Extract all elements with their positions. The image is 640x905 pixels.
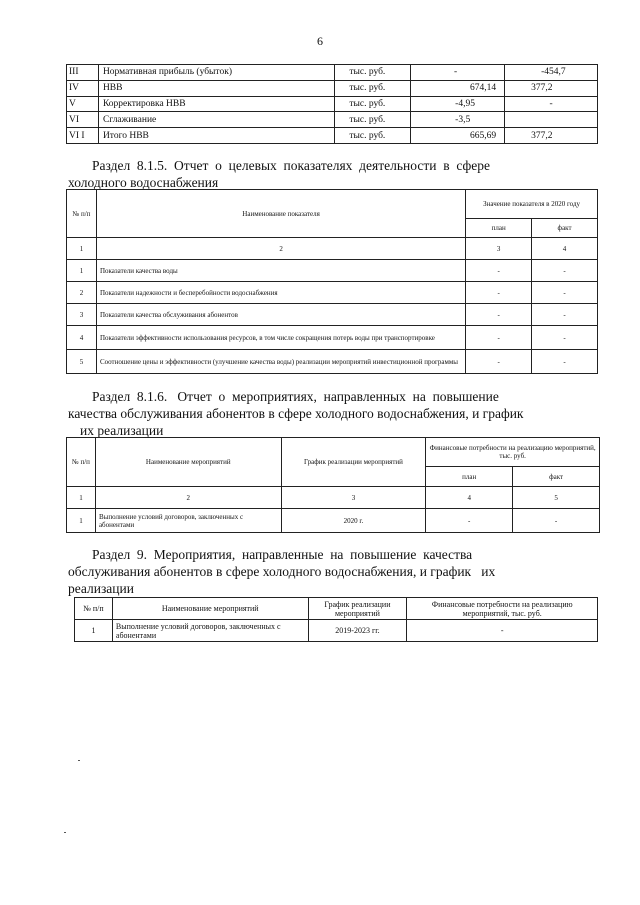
row-value-1: 674,14 [411, 80, 505, 96]
row-fact: - [532, 326, 598, 350]
col-number: 2 [95, 487, 281, 509]
row-value-2: - [505, 96, 598, 112]
header-schedule: График реализации мероприятий [308, 598, 407, 620]
section-9-heading [68, 546, 578, 597]
heading-line: обслуживания абонентов в сфере холодного водоснабжения, и график их [68, 564, 496, 579]
table-row [67, 304, 598, 326]
row-number: IV [67, 80, 99, 96]
col-number: 3 [281, 487, 426, 509]
row-name: Соотношение цены и эффективности (улучшение качества воды) реализации мероприятий инвестиционной программы [96, 350, 465, 374]
row-name: Сглаживание [98, 112, 334, 128]
row-fact: - [513, 509, 600, 533]
financial-summary-table [66, 64, 598, 144]
row-name: Итого НВВ [98, 128, 334, 144]
row-value-1: 665,69 [411, 128, 505, 144]
row-name: Выполнение условий договоров, заключенных с абонентами [112, 620, 308, 642]
row-number: III [67, 65, 99, 81]
row-unit: тыс. руб. [335, 128, 411, 144]
row-number: 2 [67, 282, 97, 304]
row-plan: - [466, 304, 532, 326]
page-number: 6 [317, 34, 323, 48]
row-number: 1 [67, 260, 97, 282]
col-number: 1 [67, 238, 97, 260]
row-value-2: -454,7 [505, 65, 598, 81]
row-number: VI I [67, 128, 99, 144]
row-name: Показатели качества воды [96, 260, 465, 282]
activities-plan-table [74, 597, 598, 642]
row-name: НВВ [98, 80, 334, 96]
row-unit: тыс. руб. [335, 80, 411, 96]
col-number: 5 [513, 487, 600, 509]
row-plan: - [466, 350, 532, 374]
row-fact: - [532, 282, 598, 304]
row-number: V [67, 96, 99, 112]
row-value-1: -4,95 [411, 96, 505, 112]
scan-speck [78, 760, 80, 761]
section-8-1-5-heading [68, 157, 578, 191]
row-name: Корректировка НВВ [98, 96, 334, 112]
header-fact: факт [513, 467, 600, 487]
row-name: Показатели эффективности использования ресурсов, в том числе сокращения потерь воды при транспортировке [96, 326, 465, 350]
header-name: Наименование мероприятий [95, 438, 281, 487]
heading-line: холодного водоснабжения [68, 175, 219, 190]
col-number: 3 [466, 238, 532, 260]
header-num: № п/п [67, 438, 96, 487]
column-number-row [67, 487, 600, 509]
col-number: 4 [426, 487, 513, 509]
table-header-row [75, 598, 598, 620]
header-finance: Финансовые потребности на реализацию мероприятий, тыс. руб. [407, 598, 598, 620]
activities-report-table [66, 437, 600, 533]
table-row [67, 260, 598, 282]
table-row [67, 282, 598, 304]
table-row [67, 65, 598, 81]
row-number: 5 [67, 350, 97, 374]
table-row [67, 80, 598, 96]
row-value-1: -3,5 [411, 112, 505, 128]
table-row [67, 112, 598, 128]
row-name: Показатели надежности и бесперебойности водоснабжения [96, 282, 465, 304]
row-plan: - [466, 326, 532, 350]
row-value-2: 377,2 [505, 128, 598, 144]
row-name: Нормативная прибыль (убыток) [98, 65, 334, 81]
row-number: 1 [75, 620, 113, 642]
row-schedule: 2020 г. [281, 509, 426, 533]
heading-line: Раздел 9. Мероприятия, направленные на повышение качества [92, 547, 473, 562]
row-fact: - [532, 304, 598, 326]
heading-line: реализации [68, 581, 134, 596]
row-unit: тыс. руб. [335, 65, 411, 81]
col-number: 4 [532, 238, 598, 260]
row-finance: - [407, 620, 598, 642]
table-row [67, 509, 600, 533]
row-fact: - [532, 260, 598, 282]
header-plan: план [466, 219, 532, 238]
heading-line: их реализации [80, 423, 164, 438]
table-header-row [67, 438, 600, 467]
row-plan: - [426, 509, 513, 533]
heading-line: Раздел 8.1.5. Отчет о целевых показателях деятельности в сфере [92, 158, 490, 173]
table-row [67, 350, 598, 374]
header-num: № п/п [75, 598, 113, 620]
table-row [67, 326, 598, 350]
row-name: Выполнение условий договоров, заключенных с абонентами [95, 509, 281, 533]
header-finance: Финансовые потребности на реализацию мероприятий, тыс. руб. [426, 438, 600, 467]
row-plan: - [466, 282, 532, 304]
row-number: 1 [67, 509, 96, 533]
row-name: Показатели качества обслуживания абонентов [96, 304, 465, 326]
row-value-2: 377,2 [505, 80, 598, 96]
column-number-row [67, 238, 598, 260]
row-value-2 [505, 112, 598, 128]
row-number: 4 [67, 326, 97, 350]
row-number: 3 [67, 304, 97, 326]
table-header-row [67, 190, 598, 219]
table-row [75, 620, 598, 642]
table-row [67, 96, 598, 112]
col-number: 2 [96, 238, 465, 260]
scan-speck [64, 832, 66, 833]
header-fact: факт [532, 219, 598, 238]
row-fact: - [532, 350, 598, 374]
col-number: 1 [67, 487, 96, 509]
header-name: Наименование мероприятий [112, 598, 308, 620]
row-plan: - [466, 260, 532, 282]
row-unit: тыс. руб. [335, 112, 411, 128]
row-number: VI [67, 112, 99, 128]
header-value-group: Значение показателя в 2020 году [466, 190, 598, 219]
table-row [67, 128, 598, 144]
row-unit: тыс. руб. [335, 96, 411, 112]
header-name: Наименование показателя [96, 190, 465, 238]
header-schedule: График реализации мероприятий [281, 438, 426, 487]
row-schedule: 2019-2023 гг. [308, 620, 407, 642]
heading-line: Раздел 8.1.6. Отчет о мероприятиях, направленных на повышение [92, 389, 499, 404]
target-indicators-table [66, 189, 598, 374]
section-8-1-6-heading [68, 388, 578, 439]
row-value-1: - [411, 65, 505, 81]
header-plan: план [426, 467, 513, 487]
header-num: № п/п [67, 190, 97, 238]
heading-line: качества обслуживания абонентов в сфере холодного водоснабжения, и график [68, 406, 524, 421]
